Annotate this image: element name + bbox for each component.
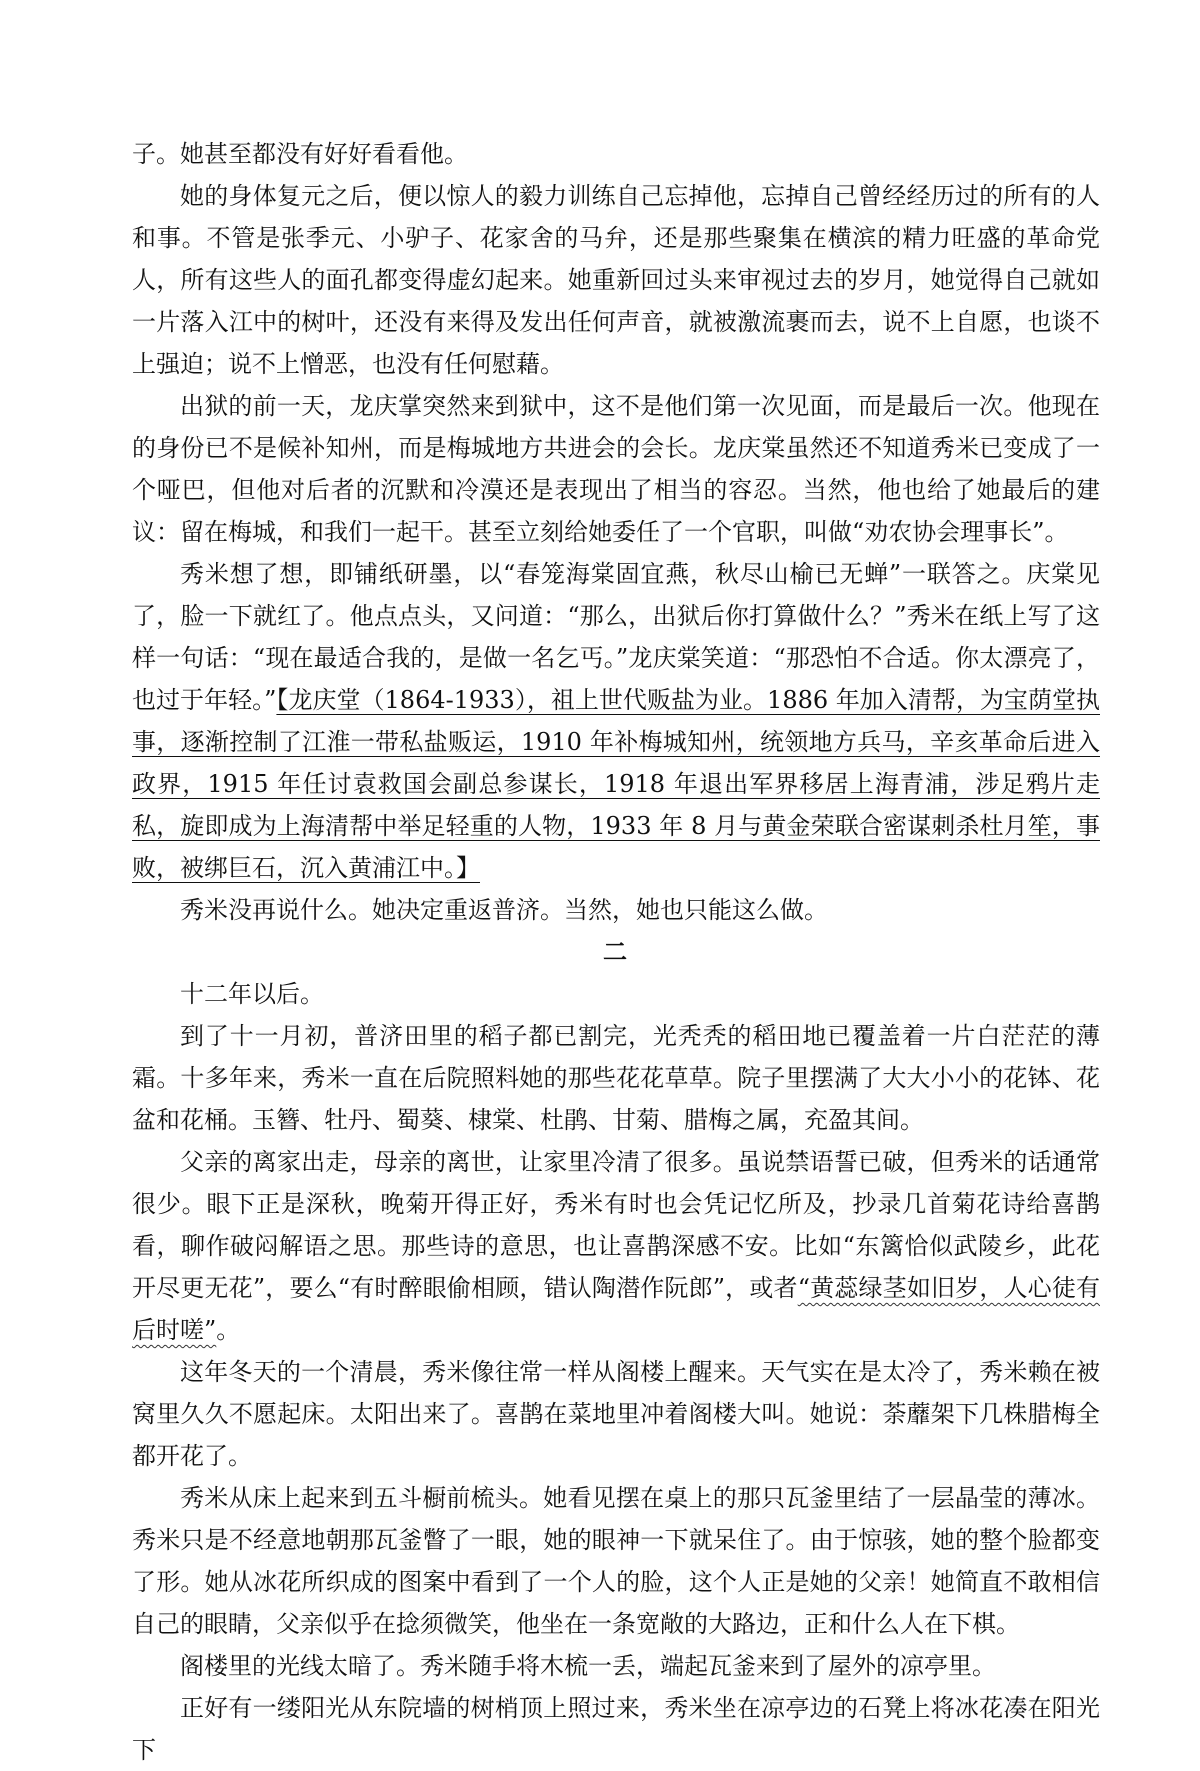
- paragraph-1: 子。她甚至都没有好好看看他。: [132, 140, 468, 168]
- paragraph-6: 十二年以后。: [180, 980, 324, 1008]
- paragraph-4: [132, 553, 1100, 889]
- annotation-note: 【龙庆堂（1864-1933），祖上世代贩盐为业。1886 年加入清帮，为宝荫堂执事，逐渐控制了江淮一带私盐贩运，1910 年补梅城知州，统领地方兵马，辛亥革命后进入政界，1915 年任讨袁救国会副总参谋长，1918 年退出军界移居上海青浦，涉足鸦片走私，旋即成为上海清帮中举足轻重的人物，1933 年 8 月与黄金荣联合密谋刺杀杜月笙，事败，被绑巨石，沉入黄浦江中。】: [132, 686, 1100, 882]
- paragraph-10: 秀米从床上起来到五斗橱前梳头。她看见摆在桌上的那只瓦釜里结了一层晶莹的薄冰。秀米只是不经意地朝那瓦釜瞥了一眼，她的眼神一下就呆住了。由于惊骇，她的整个脸都变了形。她从冰花所织成的图案中看到了一个人的脸，这个人正是她的父亲！她简直不敢相信自己的眼睛，父亲似乎在捻须微笑，他坐在一条宽敞的大路边，正和什么人在下棋。: [132, 1484, 1100, 1638]
- paragraph-9: 这年冬天的一个清晨，秀米像往常一样从阁楼上醒来。天气实在是太冷了，秀米赖在被窝里久久不愿起床。太阳出来了。喜鹊在菜地里冲着阁楼大叫。她说：荼蘼架下几株腊梅全都开花了。: [132, 1358, 1100, 1470]
- paragraph-4-text: 秀米想了想，即铺纸研墨，以“春笼海棠固宜燕，秋尽山榆已无蝉”一联答之。庆棠见了，脸一下就红了。他点点头，又问道：“那么，出狱后你打算做什么？”秀米在纸上写了这样一句话：“现在最适合我的，是做一名乞丐。”龙庆棠笑道：“那恐怕不合适。你太漂亮了，也过于年轻。”: [132, 560, 1100, 714]
- paragraph-2: 她的身体复元之后，便以惊人的毅力训练自己忘掉他，忘掉自己曾经经历过的所有的人和事。不管是张季元、小驴子、花家舍的马弁，还是那些聚集在横滨的精力旺盛的革命党人，所有这些人的面孔都变得虚幻起来。她重新回过头来审视过去的岁月，她觉得自己就如一片落入江中的树叶，还没有来得及发出任何声音，就被激流裹而去，说不上自愿，也谈不上强迫；说不上憎恶，也没有任何慰藉。: [132, 182, 1100, 378]
- paragraph-8-end: 。: [216, 1316, 241, 1344]
- section-heading: 二: [603, 937, 629, 966]
- paragraph-5: 秀米没再说什么。她决定重返普济。当然，她也只能这么做。: [180, 896, 828, 924]
- document-page: [132, 133, 1100, 1771]
- paragraph-12: 正好有一缕阳光从东院墙的树梢顶上照过来，秀米坐在凉亭边的石凳上将冰花凑在阳光下: [132, 1694, 1100, 1764]
- paragraph-8: [132, 1141, 1100, 1351]
- paragraph-3: 出狱的前一天，龙庆掌突然来到狱中，这不是他们第一次见面，而是最后一次。他现在的身份已不是候补知州，而是梅城地方共进会的会长。龙庆棠虽然还不知道秀米已变成了一个哑巴，但他对后者的沉默和冷漠还是表现出了相当的容忍。当然，他也给了她最后的建议：留在梅城，和我们一起干。甚至立刻给她委任了一个官职，叫做“劝农协会理事长”。: [132, 392, 1100, 546]
- paragraph-11: 阁楼里的光线太暗了。秀米随手将木梳一丢，端起瓦釜来到了屋外的凉亭里。: [180, 1652, 996, 1680]
- paragraph-8-text: 父亲的离家出走，母亲的离世，让家里冷清了很多。虽说禁语誓已破，但秀米的话通常很少。眼下正是深秋，晚菊开得正好，秀米有时也会凭记忆所及，抄录几首菊花诗给喜鹊看，聊作破闷解语之思。那些诗的意思，也让喜鹊深感不安。比如“东篱恰似武陵乡，此花开尽更无花”，要么“有时醉眼偷相顾，错认陶潜作阮郎”，或者: [132, 1148, 1100, 1302]
- wavy-underlined-quote: “黄蕊绿茎如旧岁，人心徒有后时嗟”: [132, 1274, 1100, 1344]
- paragraph-7: 到了十一月初，普济田里的稻子都已割完，光秃秃的稻田地已覆盖着一片白茫茫的薄霜。十多年来，秀米一直在后院照料她的那些花花草草。院子里摆满了大大小小的花钵、花盆和花桶。玉簪、牡丹、蜀葵、棣棠、杜鹃、甘菊、腊梅之属，充盈其间。: [132, 1022, 1100, 1134]
